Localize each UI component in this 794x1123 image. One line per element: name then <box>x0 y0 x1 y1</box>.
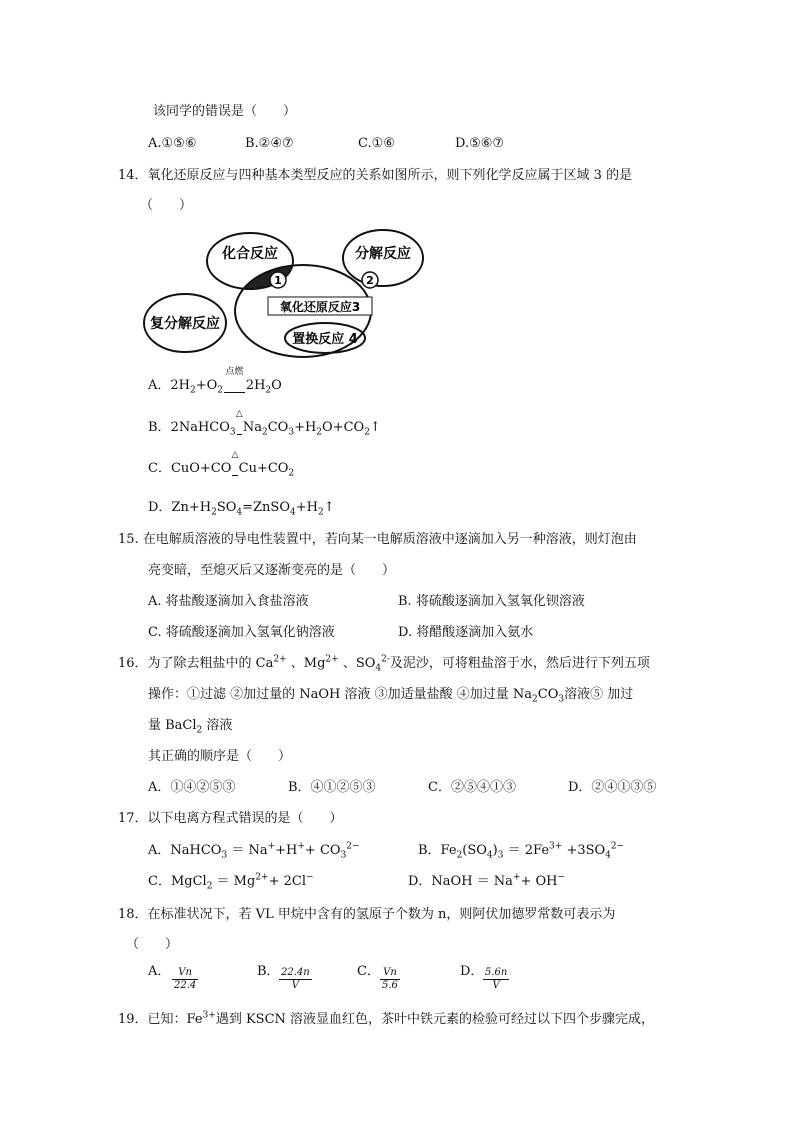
q16-steps: 操作：①过滤 ②加过量的 NaOH 溶液 ③加适量盐酸 ④加过量 $Na_2CO_3$溶液⑤ 加过 <box>148 687 634 705</box>
condition-heat: △ <box>235 409 243 419</box>
redox-label: 氧化还原反应3 <box>279 300 361 314</box>
q18-option-d-label: D． <box>460 964 484 979</box>
q15-stem: 15. 在电解质溶液的导电性装置中，若向某一电解质溶液中逐滴加入另一种溶液，则灯泡由 <box>118 532 637 547</box>
q16-stem: 16．为了除去粗盐中的 $Ca^{2+}$ 、$Mg^{2+}$ 、$SO_4^{2-}$及泥沙，可将粗盐溶于水，然后进行下列五项 <box>118 654 650 674</box>
q16-prompt: 其正确的顺序是（ ） <box>148 749 292 764</box>
q14-option-d: D．$Zn+H_2SO_4=ZnSO_4+H_2↑$ <box>148 500 335 518</box>
q18-option-a-label: A． <box>148 964 171 979</box>
q15-option-b: B. 将硫酸逐滴加入氢氧化钡溶液 <box>398 594 585 609</box>
q15-stem-cont: 亮变暗，至熄灭后又逐渐变亮的是（ ） <box>148 563 396 578</box>
q16-option-a: A．①④②⑤③ <box>148 780 236 795</box>
double-displacement-label: 复分解反应 <box>150 316 220 332</box>
q18-option-b-fraction: $\frac{22.4n}{V}$ <box>281 967 310 991</box>
q17-option-b: B．$Fe_2(SO_4)_3 = 2Fe^{3+} +3SO_4^{2-}$ <box>418 841 625 861</box>
q13-option-c: C.①⑥ <box>358 136 395 151</box>
q17-option-a: A．NaHCO$_3$ ＝ $Na^++H^++ CO_3^{2-}$ <box>148 841 360 861</box>
q16-option-c: C．②⑤④①③ <box>428 780 516 795</box>
q18-option-d-fraction: $\frac{5.6n}{V}$ <box>485 967 508 991</box>
q16-option-b: B．④①②⑤③ <box>288 780 376 795</box>
condition-ignite: 点燃 <box>225 367 244 377</box>
displacement-label: 置换反应 4 <box>292 332 358 347</box>
q18-option-a-fraction: $\frac{Vn}{22.4}$ <box>174 967 197 991</box>
q13-prompt: 该同学的错误是（ ） <box>153 104 297 119</box>
q17-option-c: C．MgCl$_2$ ＝ $Mg^{2+}+ 2Cl^-$ <box>148 872 314 892</box>
q14-option-b: B．2NaHCO$_3$ △ $Na_2CO_3+H_2O+CO_2↑$ <box>148 409 381 438</box>
q18-blank: （ ） <box>126 937 179 952</box>
q13-option-a: A.①⑤⑥ <box>148 136 197 151</box>
condition-heat: △ <box>231 450 239 460</box>
q18-option-c-label: C． <box>357 964 380 979</box>
q18-option-b-label: B． <box>257 964 280 979</box>
q14-blank: （ ） <box>140 198 193 213</box>
q14-stem: 14．氧化还原反应与四种基本类型反应的关系如图所示，则下列化学反应属于区域 3 的是 <box>118 168 633 183</box>
region-1-label: 1 <box>274 274 282 287</box>
q13-option-b: B.②④⑦ <box>245 136 294 151</box>
decomposition-label: 分解反应 <box>355 246 411 262</box>
q15-option-d: D. 将醋酸逐滴加入氨水 <box>398 625 534 640</box>
q18-stem: 18．在标准状况下，若 VL 甲烷中含有的氢原子个数为 n，则阿伏加德罗常数可表示为 <box>118 907 616 922</box>
q13-option-d: D.⑤⑥⑦ <box>455 136 505 151</box>
reaction-venn-diagram <box>140 228 440 358</box>
q18-option-c-fraction: $\frac{Vn}{5.6}$ <box>382 967 398 991</box>
combination-label: 化合反应 <box>222 246 278 262</box>
q16-steps-cont: 量 BaCl$_2$ 溶液 <box>148 718 233 736</box>
q16-option-d: D．②④①③⑤ <box>568 780 657 795</box>
q15-option-c: C. 将硫酸逐滴加入氢氧化钠溶液 <box>148 625 335 640</box>
q14-option-c: C．CuO+CO △ $Cu+CO_2$ <box>148 450 295 479</box>
q17-option-d: D．NaOH ＝ Na++ OH− <box>408 872 566 889</box>
q15-option-a: A. 将盐酸逐滴加入食盐溶液 <box>148 594 309 609</box>
q17-stem: 17．以下电离方程式错误的是（ ） <box>118 811 343 826</box>
q14-option-a: A．$2H_2+O_2$ 点燃 $2H_2O$ <box>148 367 282 396</box>
region-2-label: 2 <box>366 274 374 287</box>
q19-stem: 19．已知：$Fe^{3+}$遇到 KSCN 溶液显血红色，茶叶中铁元素的检验可经过以下四个步骤完成， <box>118 1010 655 1027</box>
